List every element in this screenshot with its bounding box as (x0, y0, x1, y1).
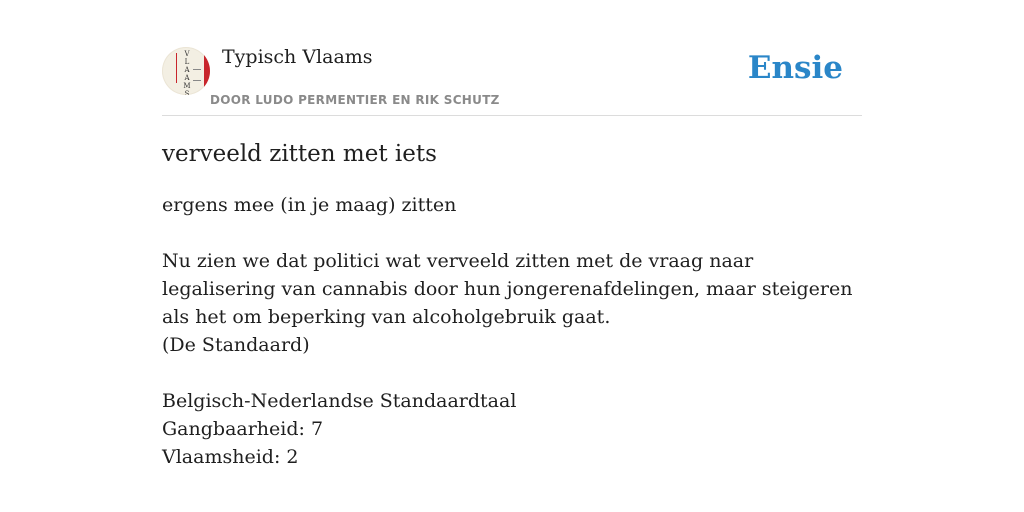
cover-spine (204, 47, 210, 95)
language-variant: Belgisch-Nederlandse Standaardtaal (162, 390, 517, 412)
vlaamsheid-rating: Vlaamsheid: 2 (162, 446, 299, 468)
cover-red-line (176, 53, 177, 83)
spacer (162, 359, 862, 387)
book-cover-avatar[interactable] (162, 47, 210, 95)
entry-header (162, 40, 862, 116)
cover-text-block (193, 69, 201, 81)
example-source: (De Standaard) (162, 334, 310, 356)
entry-card (162, 40, 862, 471)
example-quote: Nu zien we dat politici wat verveeld zitten met de vraag naar legalisering van cannabis door hun jongerenafdelingen, maar steigeren als het om beperking van alcoholgebruik gaat. (162, 250, 853, 328)
entry-term: verveeld zitten met iets (162, 141, 437, 167)
spacer (162, 219, 862, 247)
book-title[interactable]: Typisch Vlaams (222, 46, 373, 68)
author-byline: DOOR LUDO PERMENTIER EN RIK SCHUTZ (210, 93, 500, 107)
synonym-text: ergens mee (in je maag) zitten (162, 194, 457, 216)
entry-content (162, 191, 862, 471)
gangbaarheid-rating: Gangbaarheid: 7 (162, 418, 324, 440)
cover-letters: V L A A M S (183, 50, 191, 95)
ensie-logo-link[interactable]: Ensie (747, 50, 843, 86)
